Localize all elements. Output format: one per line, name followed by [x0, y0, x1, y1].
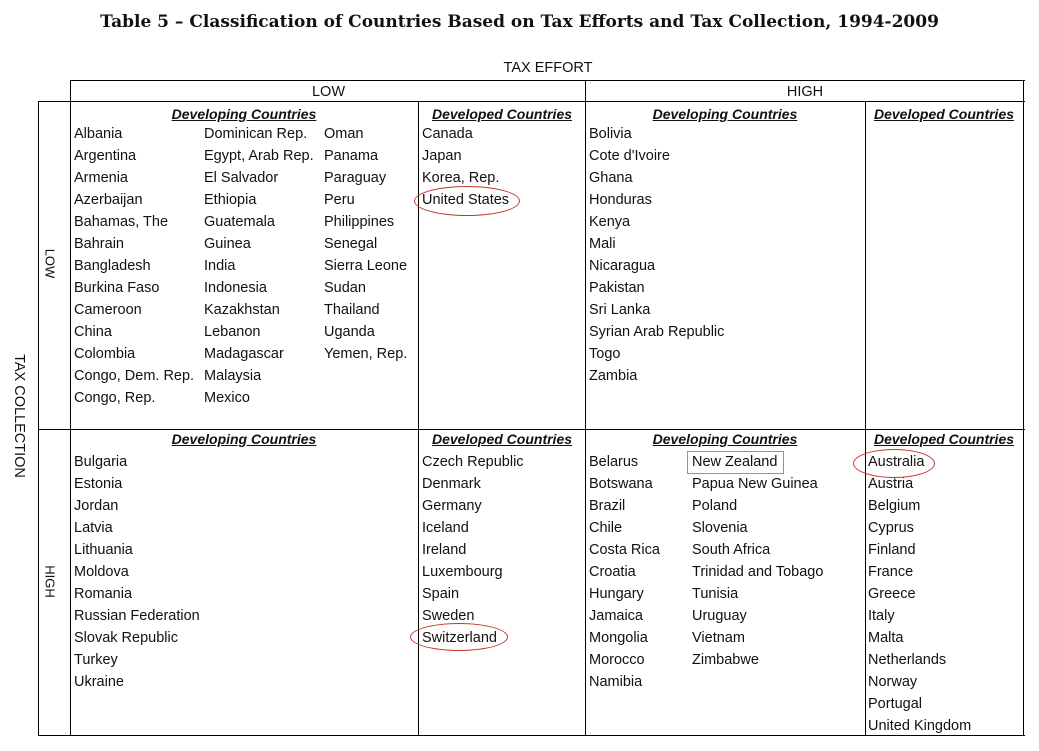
country-item: Thailand — [324, 302, 380, 318]
country-item: Russian Federation — [74, 608, 200, 624]
country-item: Armenia — [74, 170, 128, 186]
header-developing-low-high: Developing Countries — [652, 106, 798, 122]
country-item: Madagascar — [204, 346, 284, 362]
country-item: Peru — [324, 192, 355, 208]
country-item: Albania — [74, 126, 123, 142]
grid-line — [1023, 80, 1024, 735]
circle-annotation-united-states — [414, 186, 520, 216]
grid-line — [70, 80, 1025, 81]
country-item: Kazakhstan — [204, 302, 280, 318]
country-item: Congo, Rep. — [74, 390, 156, 406]
country-item: Belgium — [868, 498, 921, 514]
country-item: Turkey — [74, 652, 118, 668]
country-item: Sierra Leone — [324, 258, 408, 274]
country-item: Canada — [422, 126, 473, 142]
country-item: Bahamas, The — [74, 214, 169, 230]
country-item: Norway — [868, 674, 918, 690]
grid-line — [585, 80, 586, 735]
country-item: Honduras — [589, 192, 652, 208]
circle-annotation-switzerland — [410, 623, 508, 651]
header-developed-high-low: Developed Countries — [431, 431, 573, 447]
header-developing-high-high: Developing Countries — [652, 431, 798, 447]
country-item: Ghana — [589, 170, 633, 186]
country-item: Austria — [868, 476, 914, 492]
country-item: Finland — [868, 542, 916, 558]
country-item: Namibia — [589, 674, 643, 690]
country-item: Indonesia — [204, 280, 267, 296]
country-item: Mexico — [204, 390, 250, 406]
country-item: Mali — [589, 236, 616, 252]
country-item: Switzerland — [422, 630, 497, 646]
country-item: Croatia — [589, 564, 636, 580]
country-item: Trinidad and Tobago — [692, 564, 824, 580]
country-item: Costa Rica — [589, 542, 660, 558]
tax-collection-label: TAX COLLECTION — [11, 354, 27, 478]
country-item: France — [868, 564, 914, 580]
table-title: Table 5 – Classification of Countries Based on Tax Efforts and Tax Collection, 1994-2009 — [100, 12, 939, 32]
country-item: Kenya — [589, 214, 631, 230]
country-item: India — [204, 258, 236, 274]
header-developing-low-low: Developing Countries — [171, 106, 317, 122]
country-item: Hungary — [589, 586, 644, 602]
country-item: Yemen, Rep. — [324, 346, 408, 362]
country-item: Guatemala — [204, 214, 275, 230]
country-item: Oman — [324, 126, 364, 142]
country-item: Australia — [868, 454, 925, 470]
country-item: Burkina Faso — [74, 280, 160, 296]
collection-high-label: HIGH — [42, 565, 58, 598]
country-item: Belarus — [589, 454, 639, 470]
country-item: Uruguay — [692, 608, 747, 624]
country-item: Zambia — [589, 368, 638, 384]
country-item: Japan — [422, 148, 462, 164]
country-item: Czech Republic — [422, 454, 524, 470]
list-high-high-developed — [868, 451, 971, 737]
country-item: Spain — [422, 586, 460, 602]
country-item: Ukraine — [74, 674, 124, 690]
country-item: Denmark — [422, 476, 481, 492]
country-item: Lithuania — [74, 542, 133, 558]
country-item: China — [74, 324, 112, 340]
list-high-high-developing-col2 — [692, 451, 823, 671]
country-item: Lebanon — [204, 324, 261, 340]
country-item: Brazil — [589, 498, 626, 514]
grid-line — [38, 429, 1025, 430]
country-item: Panama — [324, 148, 379, 164]
country-item: Portugal — [868, 696, 923, 712]
country-item: Colombia — [74, 346, 136, 362]
country-item: New Zealand — [692, 454, 778, 470]
country-item: Togo — [589, 346, 621, 362]
country-item: Argentina — [74, 148, 137, 164]
header-developing-high-low: Developing Countries — [171, 431, 317, 447]
country-item: Nicaragua — [589, 258, 656, 274]
country-item: Uganda — [324, 324, 375, 340]
country-item: Poland — [692, 498, 738, 514]
country-item: Cyprus — [868, 520, 914, 536]
list-low-high-developing — [589, 123, 724, 387]
country-item: Syrian Arab Republic — [589, 324, 725, 340]
country-item: Pakistan — [589, 280, 645, 296]
country-item: Zimbabwe — [692, 652, 759, 668]
circle-annotation-australia — [853, 449, 935, 478]
country-item: Sweden — [422, 608, 475, 624]
country-item: Bahrain — [74, 236, 124, 252]
country-item: Ethiopia — [204, 192, 257, 208]
country-item: Sri Lanka — [589, 302, 651, 318]
list-low-low-developing-col1 — [74, 123, 194, 409]
list-high-low-developed — [422, 451, 524, 649]
country-item: Botswana — [589, 476, 653, 492]
country-item: Morocco — [589, 652, 645, 668]
list-low-low-developing-col2 — [204, 123, 314, 409]
country-item: Bangladesh — [74, 258, 151, 274]
effort-high-label: HIGH — [786, 84, 824, 100]
country-item: Estonia — [74, 476, 123, 492]
list-low-low-developing-col3 — [324, 123, 407, 365]
country-item: Romania — [74, 586, 133, 602]
country-item: Tunisia — [692, 586, 739, 602]
box-annotation-new-zealand — [687, 451, 784, 474]
country-item: Slovenia — [692, 520, 748, 536]
country-item: Paraguay — [324, 170, 387, 186]
country-item: Mongolia — [589, 630, 648, 646]
country-item: Netherlands — [868, 652, 947, 668]
country-item: Cameroon — [74, 302, 142, 318]
country-item: Vietnam — [692, 630, 745, 646]
country-item: Korea, Rep. — [422, 170, 500, 186]
country-item: Malaysia — [204, 368, 262, 384]
country-item: Ireland — [422, 542, 467, 558]
country-item: Bulgaria — [74, 454, 128, 470]
country-item: Latvia — [74, 520, 113, 536]
country-item: Luxembourg — [422, 564, 503, 580]
header-developed-low-low: Developed Countries — [431, 106, 573, 122]
country-item: Germany — [422, 498, 482, 514]
country-item: Moldova — [74, 564, 129, 580]
country-item: Senegal — [324, 236, 378, 252]
country-item: Congo, Dem. Rep. — [74, 368, 195, 384]
country-item: Philippines — [324, 214, 395, 230]
header-developed-low-high: Developed Countries — [873, 106, 1015, 122]
grid-line — [38, 101, 71, 102]
country-item: Cote d'Ivoire — [589, 148, 670, 164]
country-item: Sudan — [324, 280, 366, 296]
grid-line — [70, 80, 71, 735]
country-item: Iceland — [422, 520, 469, 536]
country-item: Italy — [868, 608, 895, 624]
country-item: United Kingdom — [868, 718, 972, 734]
tax-effort-label: TAX EFFORT — [503, 60, 593, 76]
effort-low-label: LOW — [311, 84, 346, 100]
country-item: Greece — [868, 586, 916, 602]
country-item: Papua New Guinea — [692, 476, 818, 492]
country-item: Jordan — [74, 498, 119, 514]
country-item: El Salvador — [204, 170, 279, 186]
country-item: Bolivia — [589, 126, 632, 142]
grid-line — [38, 101, 39, 735]
header-developed-high-high: Developed Countries — [873, 431, 1015, 447]
collection-low-label: LOW — [42, 248, 58, 279]
country-item: Azerbaijan — [74, 192, 143, 208]
country-item: South Africa — [692, 542, 771, 558]
country-item: Guinea — [204, 236, 251, 252]
country-item: Dominican Rep. — [204, 126, 308, 142]
country-item: Malta — [868, 630, 904, 646]
country-item: Jamaica — [589, 608, 643, 624]
country-item: Egypt, Arab Rep. — [204, 148, 314, 164]
country-item: Chile — [589, 520, 623, 536]
country-item: United States — [422, 192, 510, 208]
country-item: Slovak Republic — [74, 630, 178, 646]
list-high-low-developing — [74, 451, 200, 693]
list-high-high-developing-col1 — [589, 451, 660, 693]
grid-line — [70, 101, 1025, 102]
grid-line — [865, 101, 866, 735]
